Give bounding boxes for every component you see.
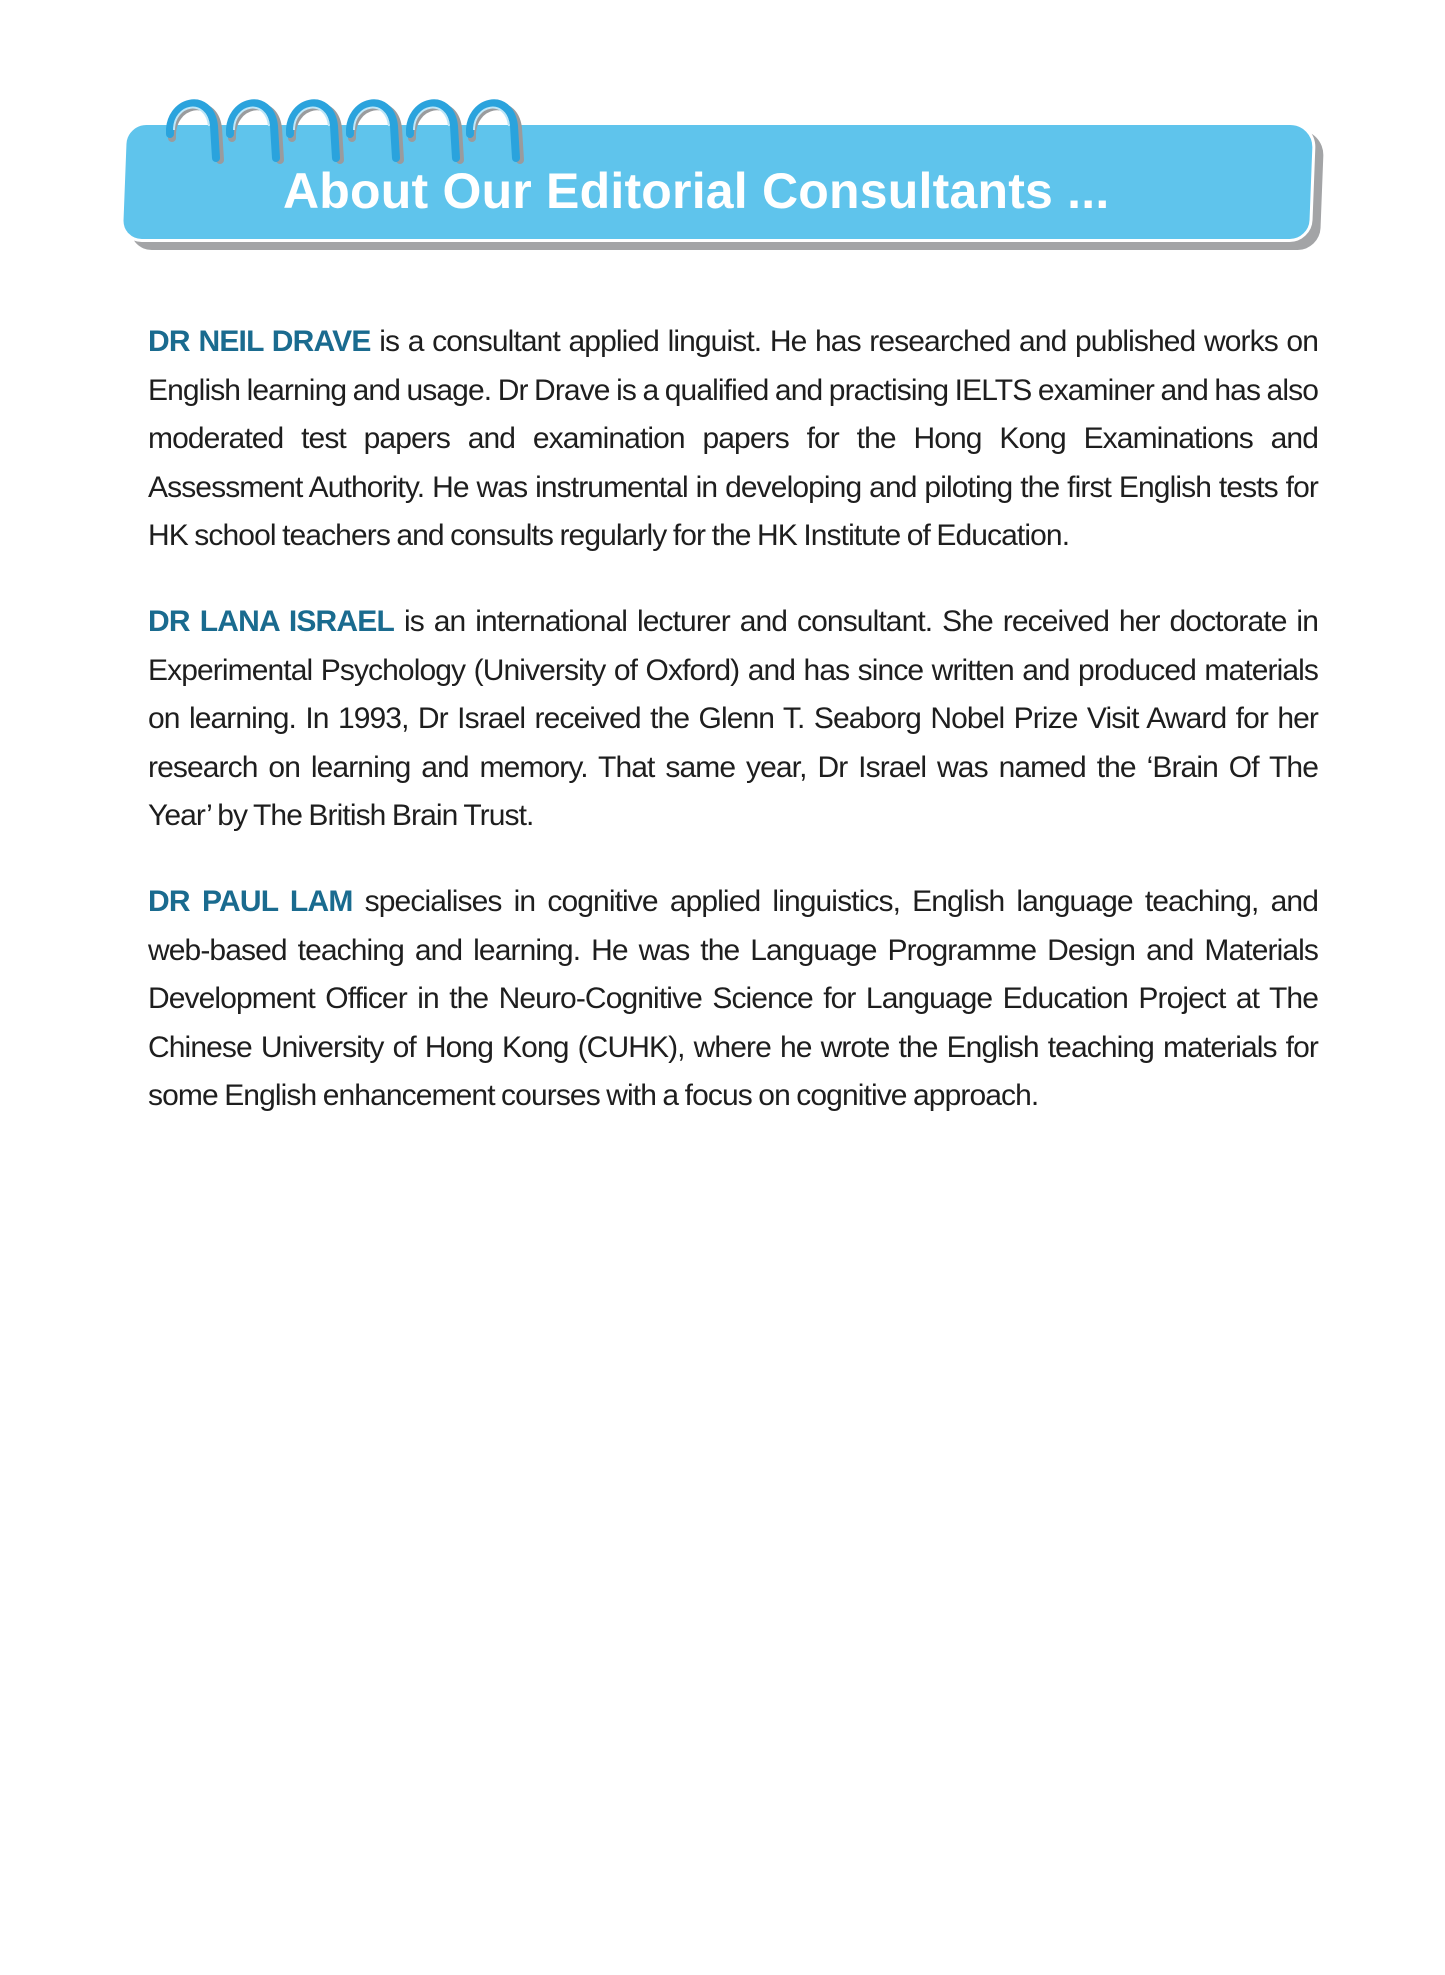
consultant-description: specialises in cognitive applied linguistics, English language teaching, and web-based teaching and learning. He was the Language Programme Design and Materials Development Officer in the Neuro-Cognitive Science for Language Education Project at The Chinese University of Hong Kong (CUHK), where he wrote the English teaching materials for some English enhancement courses with a focus on cognitive approach. (148, 884, 1318, 1113)
consultant-name: DR LANA ISRAEL (148, 604, 395, 638)
consultants-list (148, 318, 1318, 1158)
consultant-description: is a consultant applied linguist. He has researched and published works on English learning and usage. Dr Drave is a qualified and practising IELTS examiner and has also moderated test papers and examination papers for the Hong Kong Examinations and Assessment Authority. He was instrumental in developing and piloting the first English tests for HK school teachers and consults regularly for the HK Institute of Education. (148, 325, 1319, 553)
page-title: About Our Editorial Consultants ... (283, 163, 1110, 219)
consultant-name: DR NEIL DRAVE (148, 325, 371, 358)
binder-ring-icon (466, 88, 528, 166)
consultant-bio-lam (148, 878, 1318, 1121)
binder-ring-icon (166, 88, 228, 166)
binder-ring-icon (226, 88, 288, 166)
binder-ring-icon (346, 88, 408, 166)
binder-ring-icon (286, 88, 348, 166)
binder-ring-icon (406, 88, 468, 166)
consultant-description: is an international lecturer and consultant. She received her doctorate in Experimental Psychology (University of Oxford) and has since written and produced materials on learning. In 1993, Dr Israel received the Glenn T. Seaborg Nobel Prize Visit Award for her research on learning and memory. That same year, Dr Israel was named the ‘Brain Of The Year’ by The British Brain Trust. (148, 604, 1318, 833)
spiral-binding (166, 88, 586, 168)
consultant-bio-israel (148, 598, 1318, 841)
title-banner (118, 84, 1333, 254)
consultant-name: DR PAUL LAM (148, 884, 353, 918)
consultant-bio-drave (148, 318, 1318, 561)
